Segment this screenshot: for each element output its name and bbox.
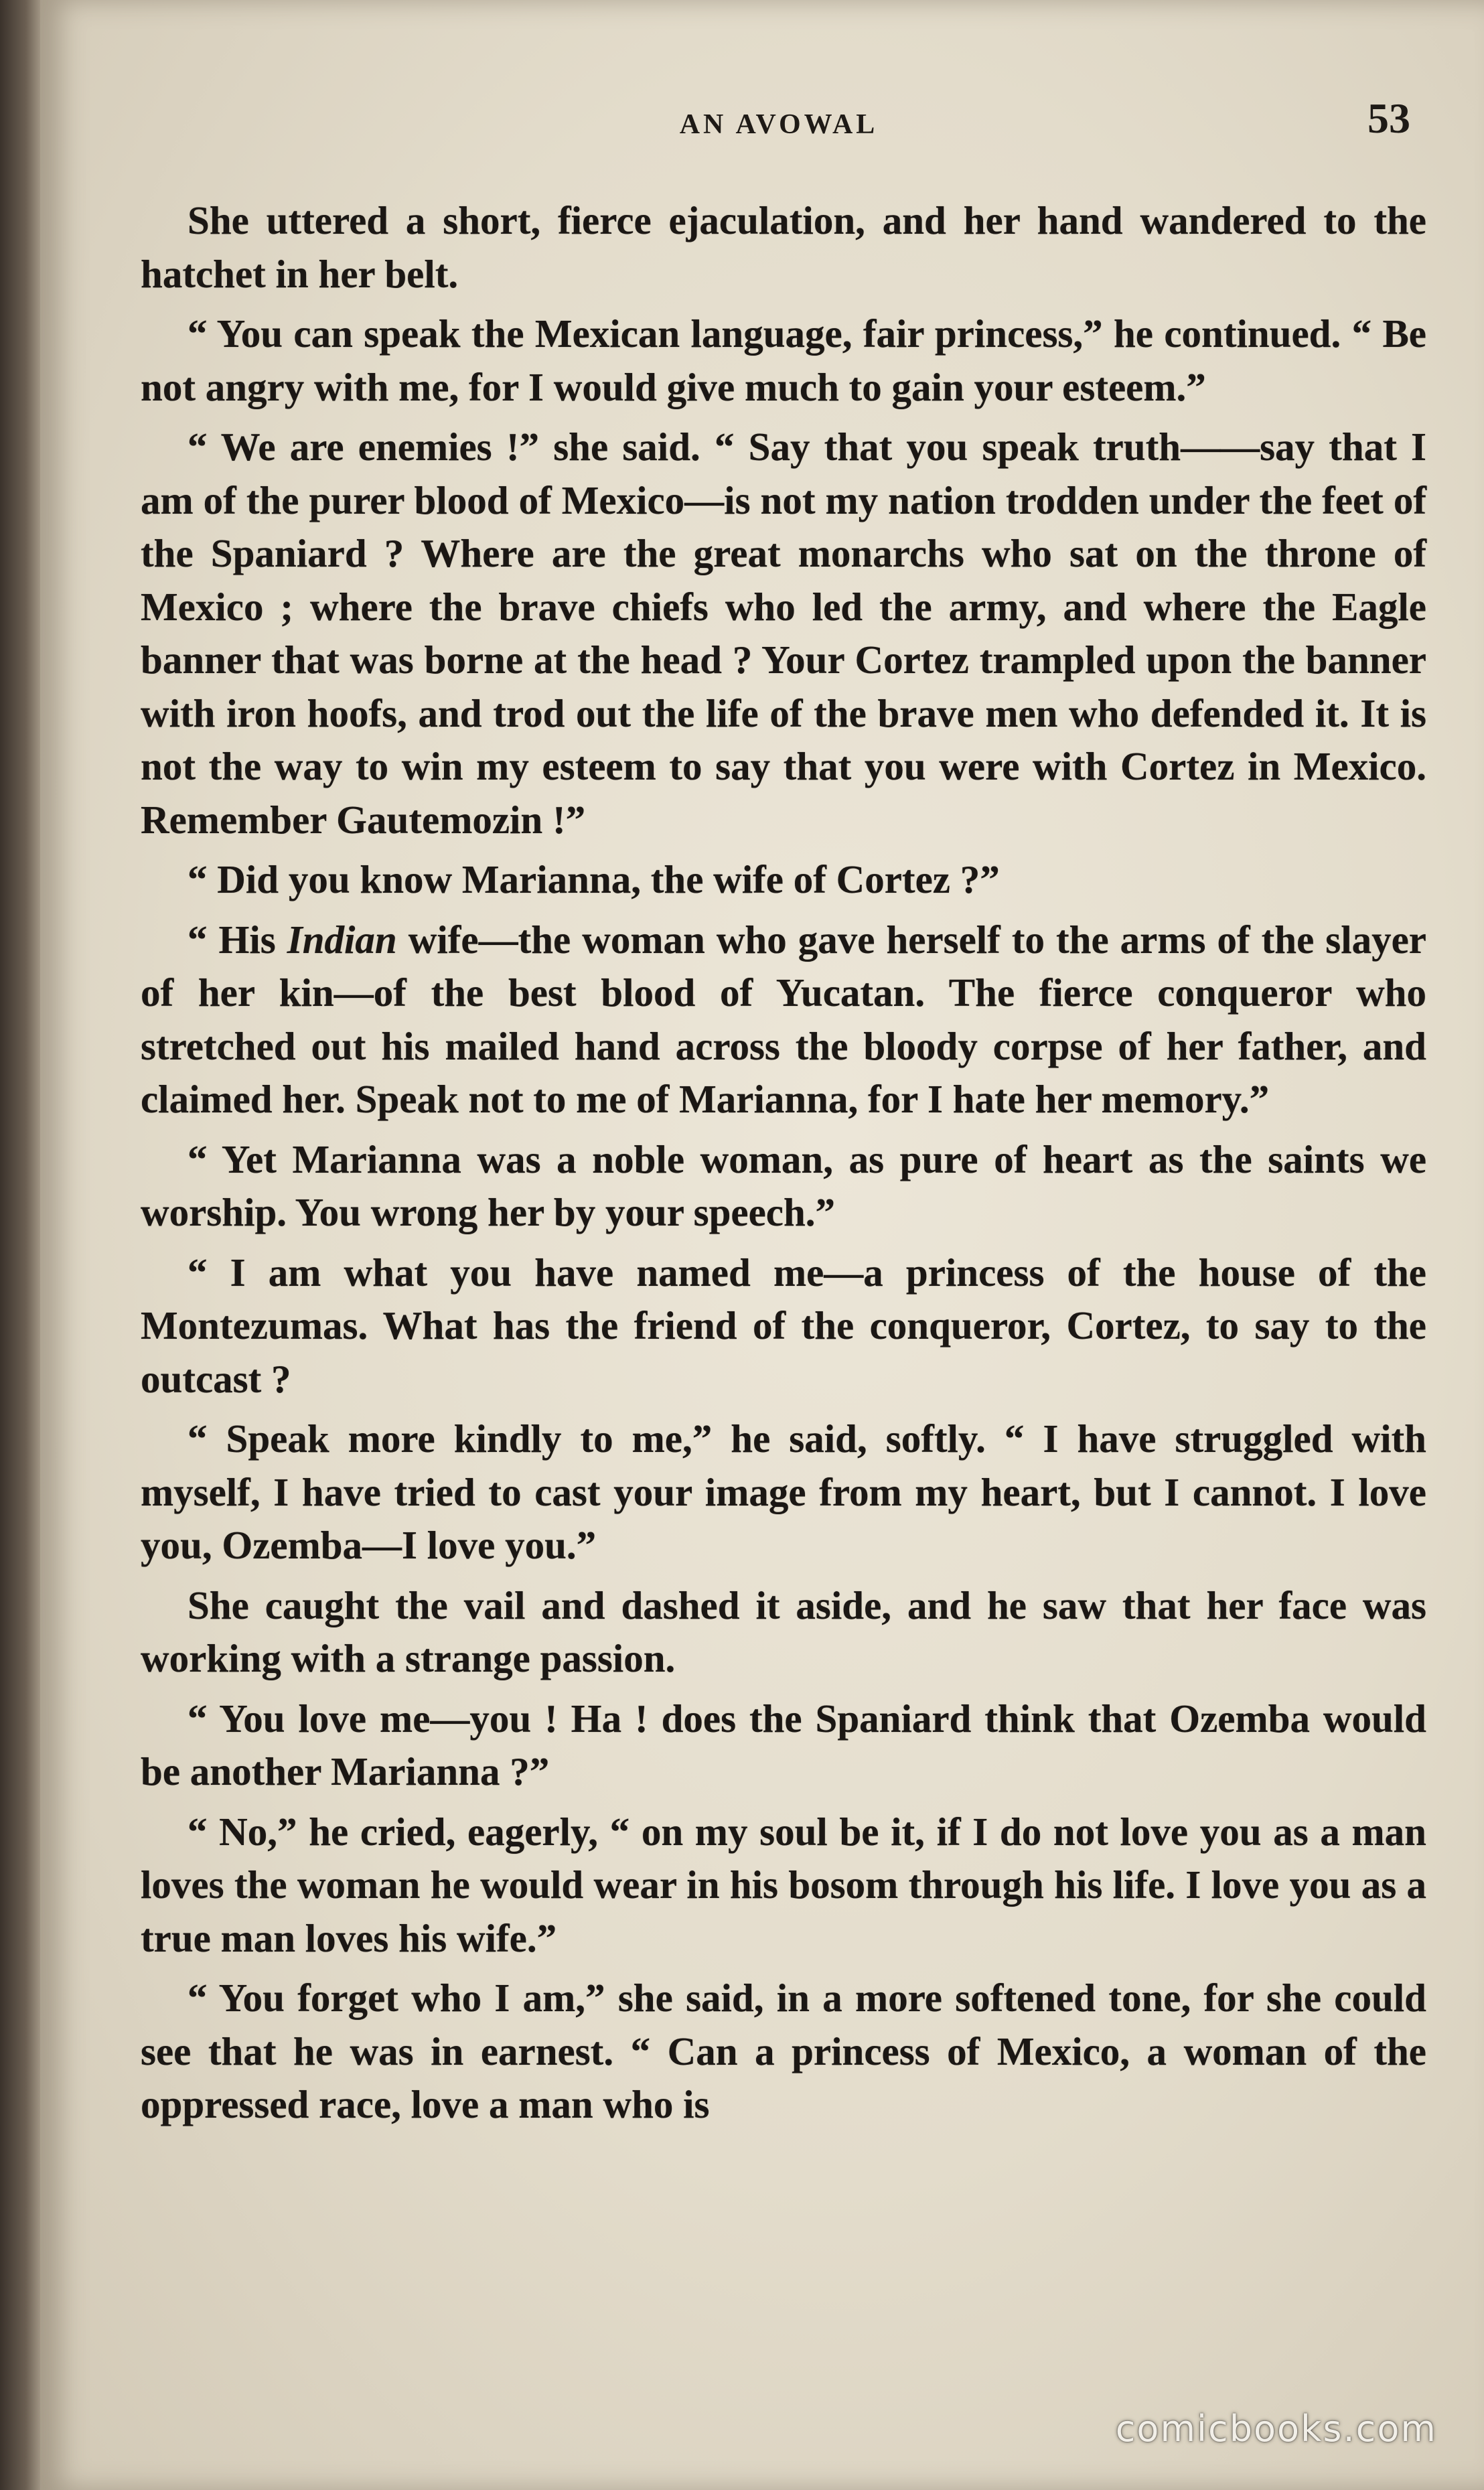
body-text — [141, 194, 1426, 2138]
paragraph: “ Did you know Marianna, the wife of Cortez ?” — [188, 857, 1000, 901]
paragraph: “ No,” he cried, eagerly, “ on my soul be it, if I do not love you as a man loves the woman he would wear in his bosom through his life. I love you as a true man loves his wife.” — [141, 1809, 1426, 1960]
chapter-title: AN AVOWAL — [679, 109, 879, 140]
site-watermark: comicbooks.com — [1115, 2408, 1437, 2450]
paragraph: “ Yet Marianna was a noble woman, as pure of heart as the saints we worship. You wrong her by your speech.” — [141, 1137, 1426, 1234]
paragraph: “ You forget who I am,” she said, in a more softened tone, for she could see that he was in earnest. “ Can a princess of Mexico, a woman of the oppressed race, love a man who is — [141, 1976, 1426, 2126]
paragraph: “ His Indian wife—the woman who gave herself to the arms of the slayer of her kin—of the best blood of Yucatan. The fierce conqueror who stretched out his mailed hand across the bloody corpse of her father, and claimed her. Speak not to me of Marianna, for I hate her memory.” — [141, 917, 1426, 1121]
paragraph: “ We are enemies !” she said. “ Say that you speak truth——say that I am of the purer blood of Mexico—is not my nation trodden under the feet of the Spaniard ? Where are the great monarchs who sat on the throne of Mexico ; where the brave chiefs who led the army, and where the Eagle banner that was borne at the head ? Your Cortez trampled upon the banner with iron hoofs, and trod out the life of the brave men who defended it. It is not the way to win my esteem to say that you were with Cortez in Mexico. Remember Gautemozin !” — [141, 425, 1426, 842]
paragraph: She uttered a short, fierce ejaculation, and her hand wandered to the hatchet in her belt. — [141, 198, 1426, 296]
paragraph: “ You can speak the Mexican language, fair princess,” he continued. “ Be not angry with me, for I would give much to gain your esteem.” — [141, 311, 1426, 409]
paragraph: “ You love me—you ! Ha ! does the Spaniard think that Ozemba would be another Marianna ?” — [141, 1696, 1426, 1793]
paragraph: “ Speak more kindly to me,” he said, softly. “ I have struggled with myself, I have tried to cast your image from my heart, but I cannot. I love you, Ozemba—I love you.” — [141, 1416, 1426, 1567]
book-page — [40, 0, 1484, 2490]
italic-word: Indian — [287, 917, 397, 962]
page-number: 53 — [1367, 94, 1410, 142]
paragraph: She caught the vail and dashed it aside, and he saw that her face was working with a strange passion. — [141, 1583, 1426, 1680]
paragraph: “ I am what you have named me—a princess of the house of the Montezumas. What has the friend of the conqueror, Cortez, to say to the outcast ? — [141, 1250, 1426, 1401]
running-head — [147, 94, 1410, 147]
